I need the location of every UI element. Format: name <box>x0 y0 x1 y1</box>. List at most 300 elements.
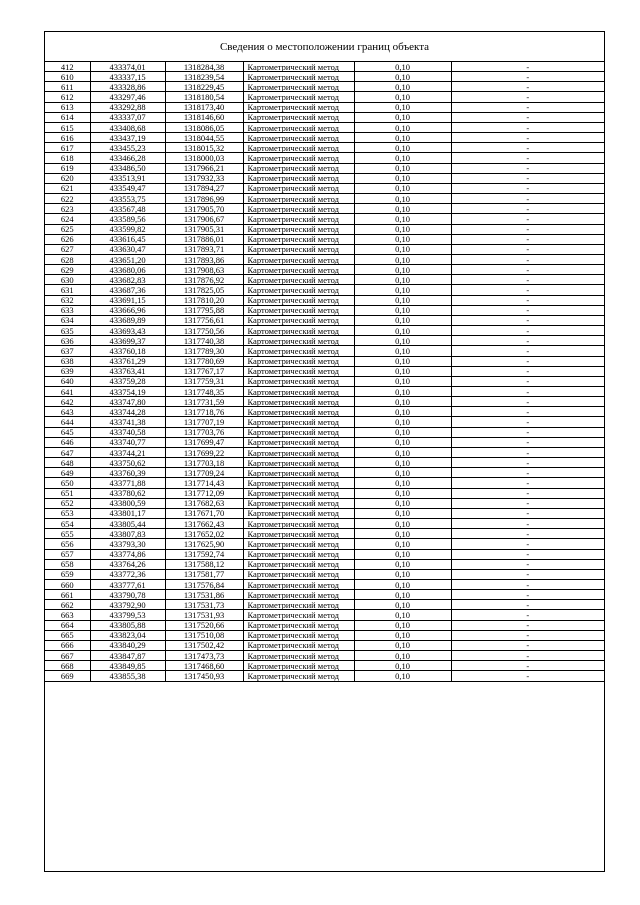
x-coordinate-cell: 433616,45 <box>90 234 165 244</box>
accuracy-cell: 0,10 <box>354 671 451 681</box>
table-row <box>45 285 604 295</box>
description-cell: - <box>451 356 604 366</box>
method-cell: Картометрический метод <box>243 143 354 153</box>
accuracy-cell: 0,10 <box>354 579 451 589</box>
accuracy-cell: 0,10 <box>354 387 451 397</box>
description-cell: - <box>451 285 604 295</box>
accuracy-cell: 0,10 <box>354 519 451 529</box>
point-number-cell: 654 <box>45 519 90 529</box>
point-number-cell: 614 <box>45 112 90 122</box>
point-number-cell: 611 <box>45 82 90 92</box>
y-coordinate-cell: 1317759,31 <box>165 376 243 386</box>
table-row <box>45 417 604 427</box>
y-coordinate-cell: 1317682,63 <box>165 498 243 508</box>
point-number-cell: 619 <box>45 163 90 173</box>
y-coordinate-cell: 1317789,30 <box>165 346 243 356</box>
accuracy-cell: 0,10 <box>354 437 451 447</box>
method-cell: Картометрический метод <box>243 305 354 315</box>
table-row <box>45 468 604 478</box>
accuracy-cell: 0,10 <box>354 630 451 640</box>
description-cell: - <box>451 336 604 346</box>
table-row <box>45 234 604 244</box>
description-cell: - <box>451 275 604 285</box>
y-coordinate-cell: 1317876,92 <box>165 275 243 285</box>
x-coordinate-cell: 433699,37 <box>90 336 165 346</box>
accuracy-cell: 0,10 <box>354 661 451 671</box>
accuracy-cell: 0,10 <box>354 265 451 275</box>
point-number-cell: 666 <box>45 640 90 650</box>
table-row <box>45 214 604 224</box>
accuracy-cell: 0,10 <box>354 427 451 437</box>
description-cell: - <box>451 447 604 457</box>
accuracy-cell: 0,10 <box>354 407 451 417</box>
x-coordinate-cell: 433549,47 <box>90 183 165 193</box>
accuracy-cell: 0,10 <box>354 275 451 285</box>
x-coordinate-cell: 433297,46 <box>90 92 165 102</box>
table-row <box>45 447 604 457</box>
x-coordinate-cell: 433750,62 <box>90 458 165 468</box>
y-coordinate-cell: 1317707,19 <box>165 417 243 427</box>
x-coordinate-cell: 433740,77 <box>90 437 165 447</box>
accuracy-cell: 0,10 <box>354 295 451 305</box>
description-cell: - <box>451 519 604 529</box>
description-cell: - <box>451 671 604 681</box>
description-cell: - <box>451 112 604 122</box>
description-cell: - <box>451 630 604 640</box>
point-number-cell: 412 <box>45 62 90 72</box>
accuracy-cell: 0,10 <box>354 417 451 427</box>
point-number-cell: 612 <box>45 92 90 102</box>
y-coordinate-cell: 1317712,09 <box>165 488 243 498</box>
x-coordinate-cell: 433823,04 <box>90 630 165 640</box>
method-cell: Картометрический метод <box>243 671 354 681</box>
accuracy-cell: 0,10 <box>354 640 451 650</box>
y-coordinate-cell: 1317468,60 <box>165 661 243 671</box>
y-coordinate-cell: 1317748,35 <box>165 387 243 397</box>
accuracy-cell: 0,10 <box>354 366 451 376</box>
point-number-cell: 626 <box>45 234 90 244</box>
accuracy-cell: 0,10 <box>354 72 451 82</box>
accuracy-cell: 0,10 <box>354 173 451 183</box>
x-coordinate-cell: 433793,30 <box>90 539 165 549</box>
y-coordinate-cell: 1317893,86 <box>165 254 243 264</box>
point-number-cell: 623 <box>45 204 90 214</box>
method-cell: Картометрический метод <box>243 153 354 163</box>
method-cell: Картометрический метод <box>243 600 354 610</box>
description-cell: - <box>451 92 604 102</box>
description-cell: - <box>451 173 604 183</box>
table-row <box>45 376 604 386</box>
method-cell: Картометрический метод <box>243 590 354 600</box>
method-cell: Картометрический метод <box>243 244 354 254</box>
x-coordinate-cell: 433630,47 <box>90 244 165 254</box>
description-cell: - <box>451 478 604 488</box>
accuracy-cell: 0,10 <box>354 285 451 295</box>
table-row <box>45 163 604 173</box>
description-cell: - <box>451 376 604 386</box>
point-number-cell: 655 <box>45 529 90 539</box>
table-row <box>45 661 604 671</box>
y-coordinate-cell: 1317886,01 <box>165 234 243 244</box>
y-coordinate-cell: 1318044,55 <box>165 133 243 143</box>
x-coordinate-cell: 433805,88 <box>90 620 165 630</box>
description-cell: - <box>451 579 604 589</box>
x-coordinate-cell: 433374,01 <box>90 62 165 72</box>
x-coordinate-cell: 433693,43 <box>90 326 165 336</box>
accuracy-cell: 0,10 <box>354 600 451 610</box>
method-cell: Картометрический метод <box>243 173 354 183</box>
method-cell: Картометрический метод <box>243 478 354 488</box>
point-number-cell: 659 <box>45 569 90 579</box>
y-coordinate-cell: 1317932,33 <box>165 173 243 183</box>
method-cell: Картометрический метод <box>243 376 354 386</box>
point-number-cell: 636 <box>45 336 90 346</box>
table-row <box>45 529 604 539</box>
table-row <box>45 305 604 315</box>
y-coordinate-cell: 1317531,73 <box>165 600 243 610</box>
accuracy-cell: 0,10 <box>354 194 451 204</box>
description-cell: - <box>451 539 604 549</box>
table-row <box>45 194 604 204</box>
y-coordinate-cell: 1317450,93 <box>165 671 243 681</box>
table-row <box>45 336 604 346</box>
point-number-cell: 624 <box>45 214 90 224</box>
point-number-cell: 631 <box>45 285 90 295</box>
x-coordinate-cell: 433744,21 <box>90 447 165 457</box>
y-coordinate-cell: 1317908,63 <box>165 265 243 275</box>
x-coordinate-cell: 433801,17 <box>90 508 165 518</box>
y-coordinate-cell: 1317966,21 <box>165 163 243 173</box>
table-row <box>45 122 604 132</box>
y-coordinate-cell: 1317905,31 <box>165 224 243 234</box>
description-cell: - <box>451 224 604 234</box>
y-coordinate-cell: 1317718,76 <box>165 407 243 417</box>
x-coordinate-cell: 433567,48 <box>90 204 165 214</box>
description-cell: - <box>451 326 604 336</box>
table-row <box>45 102 604 112</box>
y-coordinate-cell: 1317709,24 <box>165 468 243 478</box>
x-coordinate-cell: 433771,88 <box>90 478 165 488</box>
x-coordinate-cell: 433855,38 <box>90 671 165 681</box>
description-cell: - <box>451 508 604 518</box>
method-cell: Картометрический метод <box>243 224 354 234</box>
point-number-cell: 627 <box>45 244 90 254</box>
table-row <box>45 539 604 549</box>
x-coordinate-cell: 433292,88 <box>90 102 165 112</box>
accuracy-cell: 0,10 <box>354 468 451 478</box>
description-cell: - <box>451 82 604 92</box>
table-row <box>45 488 604 498</box>
y-coordinate-cell: 1317576,84 <box>165 579 243 589</box>
table-row <box>45 346 604 356</box>
accuracy-cell: 0,10 <box>354 163 451 173</box>
point-number-cell: 622 <box>45 194 90 204</box>
accuracy-cell: 0,10 <box>354 610 451 620</box>
x-coordinate-cell: 433337,15 <box>90 72 165 82</box>
point-number-cell: 660 <box>45 579 90 589</box>
y-coordinate-cell: 1317905,70 <box>165 204 243 214</box>
x-coordinate-cell: 433486,50 <box>90 163 165 173</box>
accuracy-cell: 0,10 <box>354 336 451 346</box>
table-row <box>45 204 604 214</box>
point-number-cell: 668 <box>45 661 90 671</box>
point-number-cell: 669 <box>45 671 90 681</box>
method-cell: Картометрический метод <box>243 72 354 82</box>
accuracy-cell: 0,10 <box>354 397 451 407</box>
table-row <box>45 559 604 569</box>
description-cell: - <box>451 437 604 447</box>
y-coordinate-cell: 1317502,42 <box>165 640 243 650</box>
y-coordinate-cell: 1317731,59 <box>165 397 243 407</box>
table-row <box>45 519 604 529</box>
x-coordinate-cell: 433408,68 <box>90 122 165 132</box>
method-cell: Картометрический метод <box>243 133 354 143</box>
table-row <box>45 326 604 336</box>
point-number-cell: 652 <box>45 498 90 508</box>
accuracy-cell: 0,10 <box>354 458 451 468</box>
table-row <box>45 508 604 518</box>
accuracy-cell: 0,10 <box>354 183 451 193</box>
point-number-cell: 620 <box>45 173 90 183</box>
x-coordinate-cell: 433847,87 <box>90 651 165 661</box>
method-cell: Картометрический метод <box>243 285 354 295</box>
x-coordinate-cell: 433651,20 <box>90 254 165 264</box>
x-coordinate-cell: 433680,06 <box>90 265 165 275</box>
x-coordinate-cell: 433780,62 <box>90 488 165 498</box>
table-row <box>45 651 604 661</box>
table-row <box>45 92 604 102</box>
x-coordinate-cell: 433761,29 <box>90 356 165 366</box>
point-number-cell: 625 <box>45 224 90 234</box>
point-number-cell: 613 <box>45 102 90 112</box>
point-number-cell: 630 <box>45 275 90 285</box>
x-coordinate-cell: 433466,28 <box>90 153 165 163</box>
y-coordinate-cell: 1317893,71 <box>165 244 243 254</box>
y-coordinate-cell: 1318015,32 <box>165 143 243 153</box>
method-cell: Картометрический метод <box>243 620 354 630</box>
y-coordinate-cell: 1317714,43 <box>165 478 243 488</box>
description-cell: - <box>451 295 604 305</box>
point-number-cell: 642 <box>45 397 90 407</box>
method-cell: Картометрический метод <box>243 92 354 102</box>
accuracy-cell: 0,10 <box>354 356 451 366</box>
method-cell: Картометрический метод <box>243 447 354 457</box>
description-cell: - <box>451 254 604 264</box>
point-number-cell: 639 <box>45 366 90 376</box>
description-cell: - <box>451 387 604 397</box>
accuracy-cell: 0,10 <box>354 224 451 234</box>
description-cell: - <box>451 265 604 275</box>
method-cell: Картометрический метод <box>243 417 354 427</box>
y-coordinate-cell: 1318284,38 <box>165 62 243 72</box>
x-coordinate-cell: 433799,53 <box>90 610 165 620</box>
y-coordinate-cell: 1317825,05 <box>165 285 243 295</box>
description-cell: - <box>451 194 604 204</box>
point-number-cell: 633 <box>45 305 90 315</box>
x-coordinate-cell: 433760,39 <box>90 468 165 478</box>
accuracy-cell: 0,10 <box>354 478 451 488</box>
method-cell: Картометрический метод <box>243 122 354 132</box>
description-cell: - <box>451 72 604 82</box>
table-row <box>45 275 604 285</box>
x-coordinate-cell: 433772,36 <box>90 569 165 579</box>
point-number-cell: 644 <box>45 417 90 427</box>
accuracy-cell: 0,10 <box>354 346 451 356</box>
x-coordinate-cell: 433328,86 <box>90 82 165 92</box>
y-coordinate-cell: 1317756,61 <box>165 315 243 325</box>
method-cell: Картометрический метод <box>243 356 354 366</box>
method-cell: Картометрический метод <box>243 204 354 214</box>
accuracy-cell: 0,10 <box>354 447 451 457</box>
point-number-cell: 649 <box>45 468 90 478</box>
coordinates-table <box>45 62 604 682</box>
accuracy-cell: 0,10 <box>354 143 451 153</box>
description-cell: - <box>451 163 604 173</box>
y-coordinate-cell: 1318000,03 <box>165 153 243 163</box>
point-number-cell: 667 <box>45 651 90 661</box>
x-coordinate-cell: 433589,56 <box>90 214 165 224</box>
accuracy-cell: 0,10 <box>354 559 451 569</box>
table-row <box>45 458 604 468</box>
accuracy-cell: 0,10 <box>354 376 451 386</box>
y-coordinate-cell: 1317588,12 <box>165 559 243 569</box>
point-number-cell: 621 <box>45 183 90 193</box>
y-coordinate-cell: 1318180,54 <box>165 92 243 102</box>
y-coordinate-cell: 1317699,47 <box>165 437 243 447</box>
description-cell: - <box>451 569 604 579</box>
method-cell: Картометрический метод <box>243 630 354 640</box>
description-cell: - <box>451 559 604 569</box>
description-cell: - <box>451 122 604 132</box>
x-coordinate-cell: 433437,19 <box>90 133 165 143</box>
method-cell: Картометрический метод <box>243 519 354 529</box>
table-row <box>45 640 604 650</box>
y-coordinate-cell: 1318239,54 <box>165 72 243 82</box>
accuracy-cell: 0,10 <box>354 620 451 630</box>
coordinates-table-body <box>45 62 604 681</box>
y-coordinate-cell: 1317894,27 <box>165 183 243 193</box>
y-coordinate-cell: 1317662,43 <box>165 519 243 529</box>
table-row <box>45 427 604 437</box>
description-cell: - <box>451 427 604 437</box>
method-cell: Картометрический метод <box>243 458 354 468</box>
x-coordinate-cell: 433774,86 <box>90 549 165 559</box>
y-coordinate-cell: 1317896,99 <box>165 194 243 204</box>
description-cell: - <box>451 529 604 539</box>
table-row <box>45 397 604 407</box>
x-coordinate-cell: 433805,44 <box>90 519 165 529</box>
table-row <box>45 620 604 630</box>
description-cell: - <box>451 458 604 468</box>
method-cell: Картометрический метод <box>243 640 354 650</box>
accuracy-cell: 0,10 <box>354 133 451 143</box>
table-row <box>45 437 604 447</box>
method-cell: Картометрический метод <box>243 336 354 346</box>
table-row <box>45 407 604 417</box>
method-cell: Картометрический метод <box>243 397 354 407</box>
accuracy-cell: 0,10 <box>354 305 451 315</box>
description-cell: - <box>451 610 604 620</box>
method-cell: Картометрический метод <box>243 194 354 204</box>
x-coordinate-cell: 433666,96 <box>90 305 165 315</box>
y-coordinate-cell: 1317473,73 <box>165 651 243 661</box>
accuracy-cell: 0,10 <box>354 254 451 264</box>
method-cell: Картометрический метод <box>243 610 354 620</box>
accuracy-cell: 0,10 <box>354 539 451 549</box>
table-row <box>45 62 604 72</box>
table-row <box>45 72 604 82</box>
method-cell: Картометрический метод <box>243 315 354 325</box>
method-cell: Картометрический метод <box>243 62 354 72</box>
table-row <box>45 610 604 620</box>
method-cell: Картометрический метод <box>243 508 354 518</box>
table-row <box>45 498 604 508</box>
description-cell: - <box>451 214 604 224</box>
point-number-cell: 663 <box>45 610 90 620</box>
point-number-cell: 638 <box>45 356 90 366</box>
description-cell: - <box>451 590 604 600</box>
y-coordinate-cell: 1317625,90 <box>165 539 243 549</box>
description-cell: - <box>451 651 604 661</box>
y-coordinate-cell: 1317581,77 <box>165 569 243 579</box>
x-coordinate-cell: 433759,28 <box>90 376 165 386</box>
x-coordinate-cell: 433599,82 <box>90 224 165 234</box>
point-number-cell: 662 <box>45 600 90 610</box>
y-coordinate-cell: 1317740,38 <box>165 336 243 346</box>
description-cell: - <box>451 620 604 630</box>
accuracy-cell: 0,10 <box>354 153 451 163</box>
x-coordinate-cell: 433741,38 <box>90 417 165 427</box>
accuracy-cell: 0,10 <box>354 498 451 508</box>
method-cell: Картометрический метод <box>243 295 354 305</box>
table-row <box>45 600 604 610</box>
method-cell: Картометрический метод <box>243 651 354 661</box>
table-row <box>45 579 604 589</box>
description-cell: - <box>451 234 604 244</box>
table-row <box>45 630 604 640</box>
point-number-cell: 610 <box>45 72 90 82</box>
table-row <box>45 478 604 488</box>
table-row <box>45 143 604 153</box>
description-cell: - <box>451 661 604 671</box>
y-coordinate-cell: 1317652,02 <box>165 529 243 539</box>
method-cell: Картометрический метод <box>243 661 354 671</box>
accuracy-cell: 0,10 <box>354 82 451 92</box>
point-number-cell: 628 <box>45 254 90 264</box>
description-cell: - <box>451 488 604 498</box>
description-cell: - <box>451 183 604 193</box>
point-number-cell: 651 <box>45 488 90 498</box>
point-number-cell: 635 <box>45 326 90 336</box>
table-row <box>45 244 604 254</box>
table-row <box>45 295 604 305</box>
table-row <box>45 356 604 366</box>
x-coordinate-cell: 433691,15 <box>90 295 165 305</box>
method-cell: Картометрический метод <box>243 275 354 285</box>
x-coordinate-cell: 433807,83 <box>90 529 165 539</box>
method-cell: Картометрический метод <box>243 234 354 244</box>
table-row <box>45 133 604 143</box>
description-cell: - <box>451 133 604 143</box>
accuracy-cell: 0,10 <box>354 92 451 102</box>
x-coordinate-cell: 433682,83 <box>90 275 165 285</box>
method-cell: Картометрический метод <box>243 102 354 112</box>
point-number-cell: 634 <box>45 315 90 325</box>
y-coordinate-cell: 1318086,05 <box>165 122 243 132</box>
method-cell: Картометрический метод <box>243 549 354 559</box>
y-coordinate-cell: 1317592,74 <box>165 549 243 559</box>
point-number-cell: 665 <box>45 630 90 640</box>
